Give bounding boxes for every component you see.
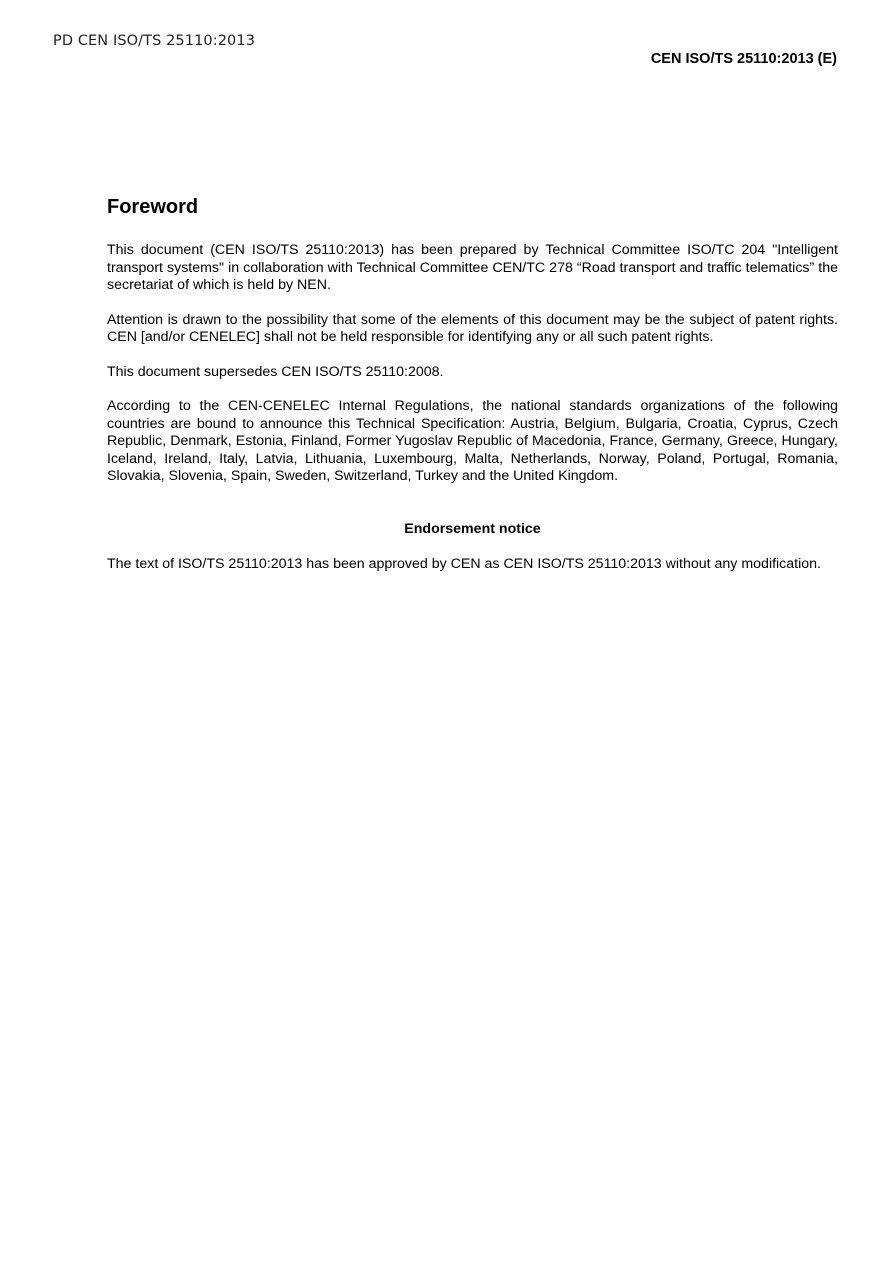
foreword-heading: Foreword xyxy=(107,196,199,218)
endorsement-notice-heading: Endorsement notice xyxy=(404,520,541,537)
foreword-paragraph-countries: According to the CEN-CENELEC Internal Regulations, the national standards organizations of the following countries are bound to announce this Technical Specification: Austria, Belgium, Bulgaria, Croatia, Cyprus, Czech Republic, Denmark, Estonia, Finland, Former Yugoslav Republic of Macedonia, France, Germany, Greece, Hungary, Iceland, Ireland, Italy, Latvia, Lithuania, Luxembourg, Malta, Netherlands, Norway, Poland, Portugal, Romania, Slovakia, Slovenia, Spain, Sweden, Switzerland, Turkey and the United Kingdom. xyxy=(107,398,838,484)
document-reference-header: PD CEN ISO/TS 25110:2013 xyxy=(53,33,256,49)
foreword-paragraph-patent-rights: Attention is drawn to the possibility that some of the elements of this document may be the subject of patent rights. CEN [and/or CENELEC] shall not be held responsible for identifying any or all such patent rights. xyxy=(107,311,838,345)
standard-identifier-header: CEN ISO/TS 25110:2013 (E) xyxy=(650,51,837,67)
foreword-paragraph-preparation: This document (CEN ISO/TS 25110:2013) has been prepared by Technical Committee ISO/TC 204 "Intelligent transport systems" in collaboration with Technical Committee CEN/TC 278 “Road transport and traffic telematics” the secretariat of which is held by NEN. xyxy=(107,242,838,293)
page-content xyxy=(107,194,838,591)
endorsement-notice-text: The text of ISO/TS 25110:2013 has been approved by CEN as CEN ISO/TS 25110:2013 without any modification. xyxy=(107,556,821,572)
foreword-paragraph-supersedes: This document supersedes CEN ISO/TS 25110:2008. xyxy=(107,363,444,380)
